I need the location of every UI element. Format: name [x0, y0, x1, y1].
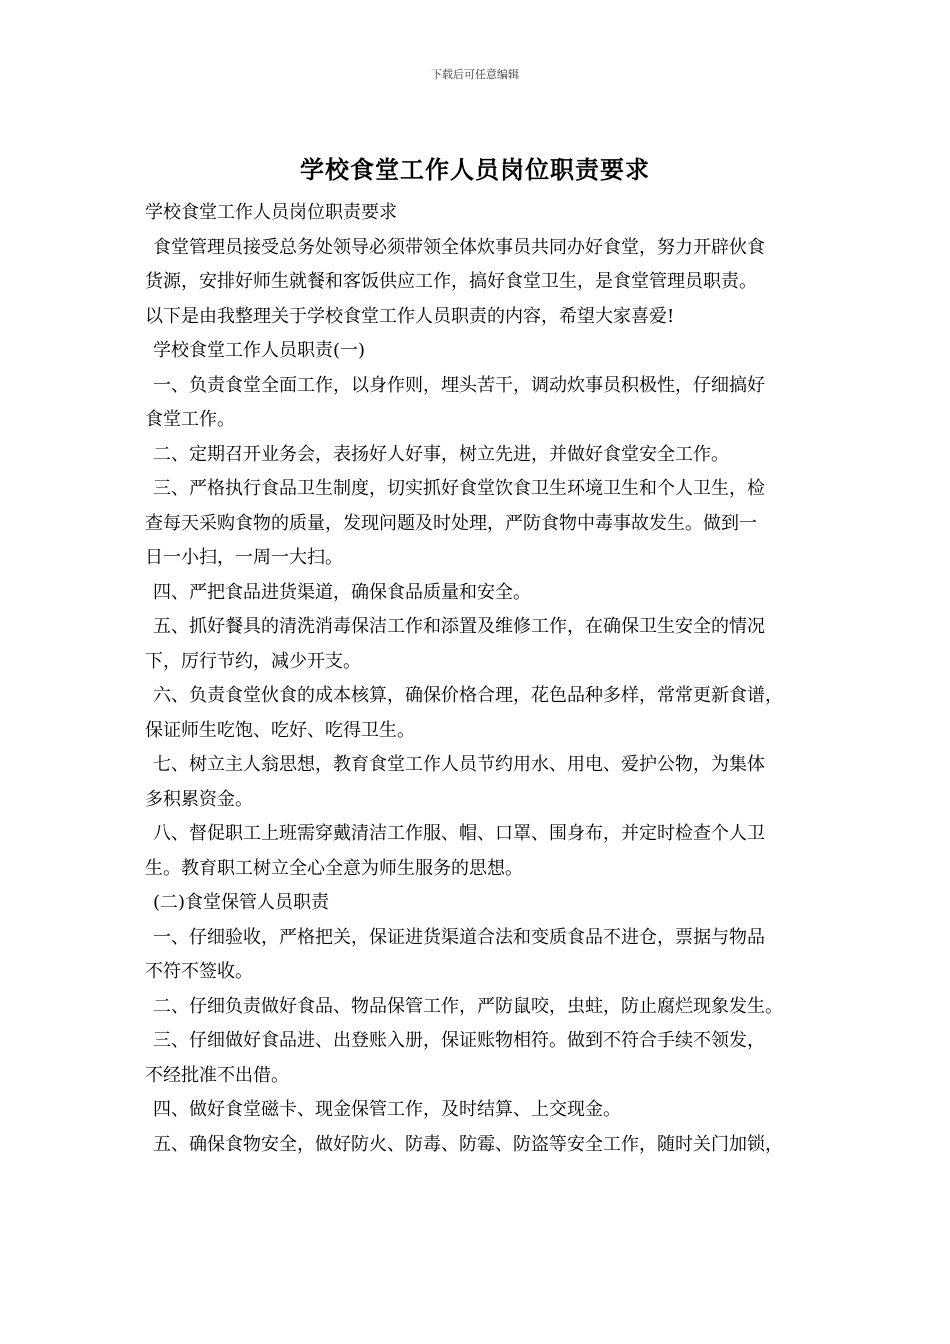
text-line: 不符不签收。 — [145, 961, 253, 982]
text-line: 六、负责食堂伙食的成本核算，确保价格合理，花色品种多样，常常更新食谱， — [153, 685, 783, 706]
document-title: 学校食堂工作人员岗位职责要求 — [300, 155, 650, 184]
text-line: 八、督促职工上班需穿戴清洁工作服、帽、口罩、围身布，并定时检查个人卫 — [153, 823, 765, 844]
text-line: 货源，安排好师生就餐和客饭供应工作，搞好食堂卫生，是食堂管理员职责。 — [145, 271, 757, 292]
text-line: 五、抓好餐具的清洗消毒保洁工作和添置及维修工作，在确保卫生安全的情况 — [153, 616, 765, 637]
text-line: 日一小扫，一周一大扫。 — [145, 547, 343, 568]
text-line: (二)食堂保管人员职责 — [153, 892, 330, 913]
text-line: 四、做好食堂磁卡、现金保管工作，及时结算、上交现金。 — [153, 1099, 621, 1120]
text-line: 二、仔细负责做好食品、物品保管工作，严防鼠咬，虫蛀，防止腐烂现象发生。 — [153, 995, 783, 1017]
text-line: 五、确保食物安全，做好防火、防毒、防霉、防盗等安全工作，随时关门加锁， — [153, 1133, 783, 1155]
text-line: 生。教育职工树立全心全意为师生服务的思想。 — [145, 857, 523, 879]
text-line: 一、负责食堂全面工作，以身作则，埋头苦干，调动炊事员积极性，仔细搞好 — [153, 374, 765, 396]
text-line: 学校食堂工作人员职责(一) — [153, 340, 366, 361]
text-line: 三、仔细做好食品进、出登账入册，保证账物相符。做到不符合手续不领发， — [153, 1030, 765, 1051]
document-body — [145, 196, 825, 1162]
text-line: 七、树立主人翁思想，教育食堂工作人员节约用水、用电、爱护公物，为集体 — [153, 754, 765, 775]
text-line: 食堂工作。 — [145, 409, 235, 430]
text-line: 学校食堂工作人员岗位职责要求 — [145, 202, 397, 223]
text-line: 一、仔细验收，严格把关，保证进货渠道合法和变质食品不进仓，票据与物品 — [153, 926, 765, 948]
text-line: 二、定期召开业务会，表扬好人好事，树立先进，并做好食堂安全工作。 — [153, 443, 729, 465]
text-line: 下，厉行节约，减少开支。 — [145, 650, 361, 672]
text-line: 多积累资金。 — [145, 788, 253, 810]
text-line: 四、严把食品进货渠道，确保食品质量和安全。 — [153, 581, 531, 603]
text-line: 不经批准不出借。 — [145, 1064, 289, 1086]
text-line: 查每天采购食物的质量，发现问题及时处理，严防食物中毒事故发生。做到一 — [145, 512, 757, 534]
text-line: 以下是由我整理关于学校食堂工作人员职责的内容，希望大家喜爱! — [145, 305, 675, 327]
text-line: 食堂管理员接受总务处领导必须带领全体炊事员共同办好食堂，努力开辟伙食 — [153, 236, 765, 258]
text-line: 保证师生吃饱、吃好、吃得卫生。 — [145, 719, 415, 741]
page-header-note: 下载后可任意编辑 — [431, 68, 519, 81]
text-line: 三、严格执行食品卫生制度，切实抓好食堂饮食卫生环境卫生和个人卫生，检 — [153, 478, 765, 499]
